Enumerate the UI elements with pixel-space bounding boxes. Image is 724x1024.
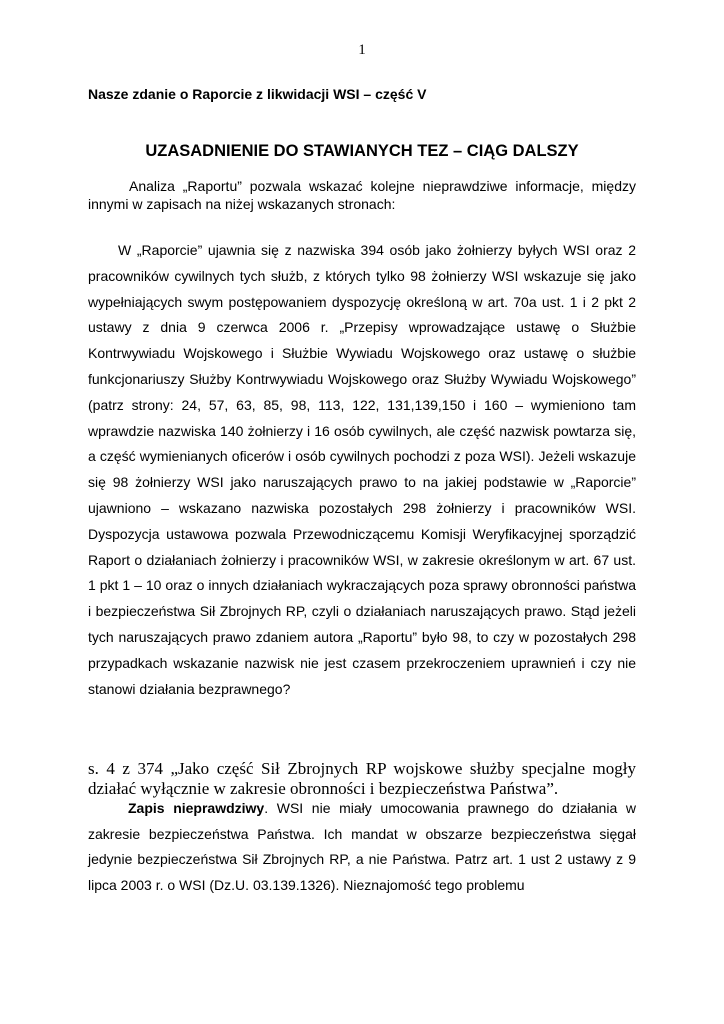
section-heading: UZASADNIENIE DO STAWIANYCH TEZ – CIĄG DALSZY — [145, 142, 579, 160]
claim-paragraph — [88, 796, 636, 898]
claim-text: . WSI nie miały umocowania prawnego do działania w zakresie bezpieczeństwa Państwa. Ich mandat w obszarze bezpieczeństwa sięgał jedynie bezpieczeństwa Sił Zbrojnych RP, a nie Państwa. Patrz art. 1 ust 2 ustawy z 9 lipca 2003 r. o WSI (Dz.U. 03.139.1326). Nieznajomość tego problemu — [88, 800, 636, 893]
claim-label: Zapis nieprawdziwy — [128, 800, 265, 816]
page-number: 1 — [358, 42, 366, 58]
document-title: Nasze zdanie o Raporcie z likwidacji WSI – część V — [88, 86, 427, 102]
body-paragraph: W „Raporcie” ujawnia się z nazwiska 394 osób jako żołnierzy byłych WSI oraz 2 pracowników cywilnych tych służb, z których tylko 98 żołnierzy WSI wskazuje się jako wypełniających swym postępowaniem dyspozycję określoną w art. 70a ust. 1 i 2 pkt 2 ustawy z dnia 9 czerwca 2006 r. „Przepisy wprowadzające ustawę o Służbie Kontrwywiadu Wojskowego i Służbie Wywiadu Wojskowego oraz ustawę o służbie funkcjonariuszy Służby Kontrwywiadu Wojskowego oraz Służby Wywiadu Wojskowego” (patrz strony: 24, 57, 63, 85, 98, 113, 122, 131,139,150 i 160 – wymieniono tam wprawdzie nazwiska 140 żołnierzy i 16 osób cywilnych, ale część nazwisk powtarza się, a część wymienianych oficerów i osób cywilnych pochodzi z poza WSI). Jeżeli wskazuje się 98 żołnierzy WSI jako naruszających prawo to na jakiej podstawie w „Raporcie” ujawniono – wskazano nazwiska pozostałych 298 żołnierzy i pracowników WSI. Dyspozycja ustawowa pozwala Przewodniczącemu Komisji Weryfikacyjnej sporządzić Raport o działaniach żołnierzy i pracowników WSI, w zakresie określonym w art. 67 ust. 1 pkt 1 – 10 oraz o innych działaniach wykraczających poza sprawy obronności państwa i bezpieczeństwa Sił Zbrojnych RP, czyli o działaniach naruszających prawo. Stąd jeżeli tych naruszających prawo zdaniem autora „Raportu” było 98, to czy w pozostałych 298 przypadkach wskazanie nazwisk nie jest czasem przekroczeniem uprawnień i czy nie stanowi działania bezprawnego? — [88, 242, 636, 697]
quoted-excerpt: s. 4 z 374 „Jako część Sił Zbrojnych RP wojskowe służby specjalne mogły działać wyłącznie w zakresie obronności i bezpieczeństwa Państwa”. — [88, 759, 636, 798]
intro-paragraph: Analiza „Raportu” pozwala wskazać kolejne nieprawdziwe informacje, między innymi w zapisach na niżej wskazanych stronach: — [88, 178, 636, 212]
